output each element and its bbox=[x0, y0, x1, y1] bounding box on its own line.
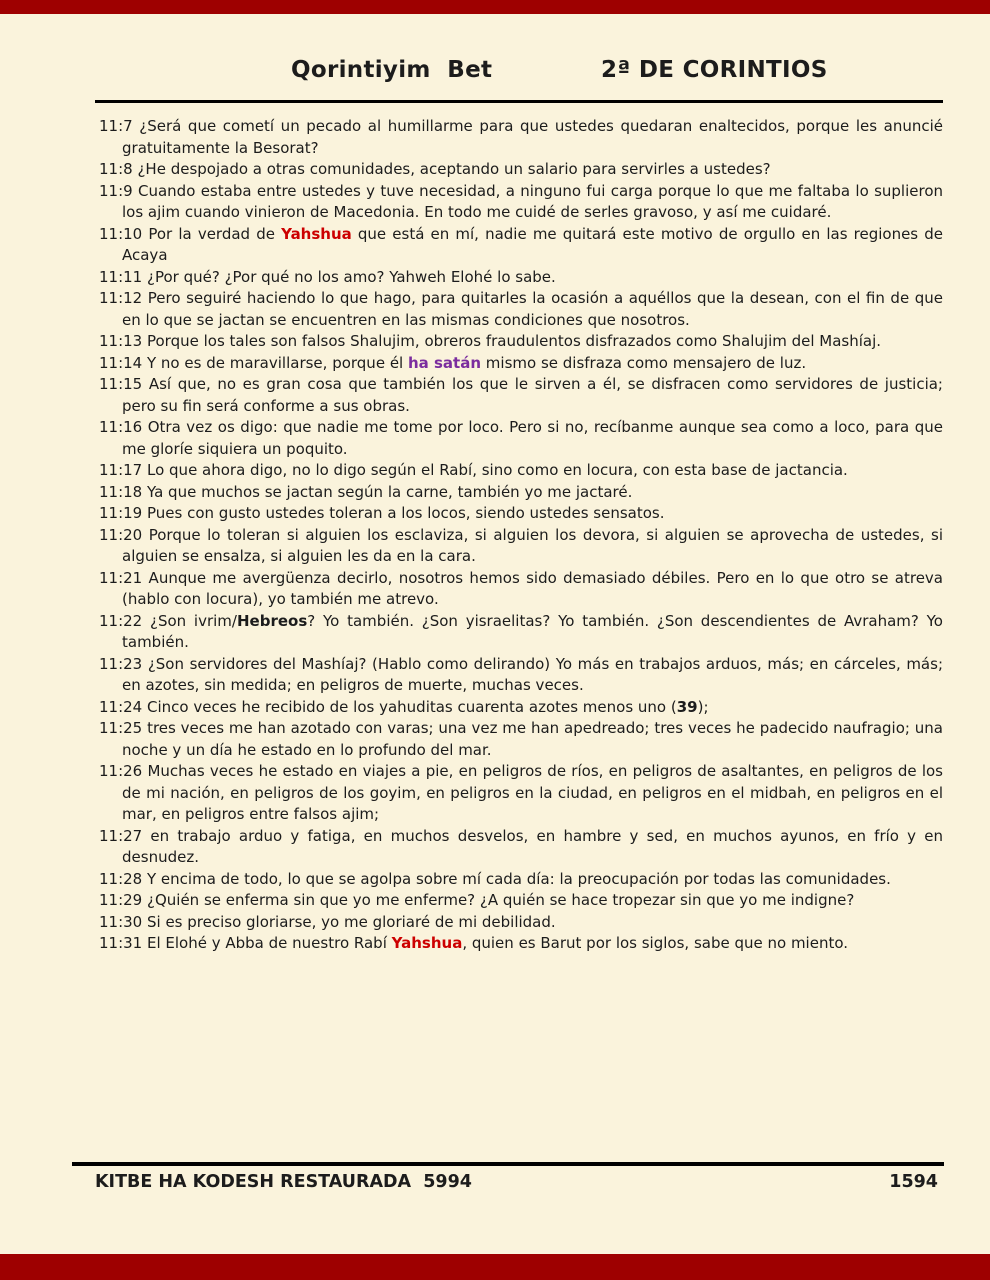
verse-text: 11:30 Si es preciso gloriarse, yo me gloriaré de mi debilidad. bbox=[99, 912, 556, 931]
verse bbox=[99, 374, 943, 417]
verse-text: 11:27 en trabajo arduo y fatiga, en muchos desvelos, en hambre y sed, en muchos ayunos, en frío y en desnudez. bbox=[99, 826, 943, 866]
verse bbox=[99, 912, 943, 934]
header-title-transliterated: Qorintiyim Bet bbox=[291, 57, 493, 83]
verse bbox=[99, 869, 943, 891]
verse-text: 11:19 Pues con gusto ustedes toleran a los locos, siendo ustedes sensatos. bbox=[99, 504, 665, 522]
verse-text: 11:23 ¿Son servidores del Mashíaj? (Hablo como delirando) Yo más en trabajos arduos, más; en cárceles, más; en azotes, sin medida; en peligros de muerte, muchas veces. bbox=[99, 654, 943, 694]
header-rule bbox=[95, 100, 943, 103]
verse-text: 11:12 Pero seguiré haciendo lo que hago, para quitarles la ocasión a aquéllos que la desean, con el fin de que en lo que se jactan se encuentren en las mismas condiciones que nosotros. bbox=[99, 289, 943, 329]
verse-text: ); bbox=[697, 697, 709, 716]
verse bbox=[99, 267, 943, 289]
verse-list bbox=[99, 116, 943, 1156]
verse-text: mismo se disfraza como mensajero de luz. bbox=[481, 353, 807, 372]
top-red-bar bbox=[0, 0, 990, 14]
highlight-term: Yahshua bbox=[281, 224, 352, 243]
verse bbox=[99, 482, 943, 504]
verse bbox=[99, 116, 943, 159]
verse-text: 11:16 Otra vez os digo: que nadie me tome por loco. Pero si no, recíbanme aunque sea como a loco, para que me gloríe siquiera un poquito. bbox=[99, 418, 943, 458]
highlight-term: ha satán bbox=[407, 353, 482, 372]
verse bbox=[99, 718, 943, 761]
verse bbox=[99, 568, 943, 611]
verse bbox=[99, 654, 943, 697]
verse-text: ? Yo también. ¿Son yisraelitas? Yo también. ¿Son descendientes de Avraham? Yo también. bbox=[122, 611, 943, 651]
highlight-term: 39 bbox=[676, 697, 698, 716]
verse-text: 11:25 tres veces me han azotado con varas; una vez me han apedreado; tres veces he padecido naufragio; una noche y un día he estado en lo profundo del mar. bbox=[99, 719, 943, 759]
header-title-spanish: 2ª DE CORINTIOS bbox=[601, 57, 828, 83]
verse-text: 11:26 Muchas veces he estado en viajes a pie, en peligros de ríos, en peligros de asaltantes, en peligros de los de mi nación, en peligros de los goyim, en peligros en la ciudad, en peligros en el midbah, en peligros en el mar, en peligros entre falsos ajim; bbox=[99, 762, 943, 823]
verse bbox=[99, 331, 943, 353]
highlight-term: Hebreos bbox=[236, 611, 308, 630]
verse-text: 11:31 El Elohé y Abba de nuestro Rabí bbox=[99, 934, 392, 952]
verse-text: 11:8 ¿He despojado a otras comunidades, aceptando un salario para servirles a ustedes? bbox=[99, 160, 771, 178]
verse-text: 11:11 ¿Por qué? ¿Por qué no los amo? Yahweh Elohé lo sabe. bbox=[99, 267, 556, 286]
verse bbox=[99, 224, 943, 267]
verse bbox=[99, 611, 943, 654]
footer-edition-text: KITBE HA KODESH RESTAURADA 5994 bbox=[95, 1172, 472, 1192]
verse-text: 11:21 Aunque me avergüenza decirlo, nosotros hemos sido demasiado débiles. Pero en lo que otro se atreva (hablo con locura), yo también me atrevo. bbox=[99, 568, 943, 608]
verse-text: 11:10 Por la verdad de bbox=[99, 224, 282, 243]
verse-text: 11:20 Porque lo toleran si alguien los esclaviza, si alguien los devora, si alguien se aprovecha de ustedes, si alguien se ensalza, si alguien les da en la cara. bbox=[99, 525, 943, 565]
verse bbox=[99, 181, 943, 224]
verse-text: 11:24 Cinco veces he recibido de los yahuditas cuarenta azotes menos uno ( bbox=[99, 697, 677, 716]
verse bbox=[99, 353, 943, 375]
verse bbox=[99, 525, 943, 568]
verse-text: 11:7 ¿Será que cometí un pecado al humillarme para que ustedes quedaran enaltecidos, porque les anuncié gratuitamente la Besorat? bbox=[99, 117, 943, 157]
verse-text: 11:28 Y encima de todo, lo que se agolpa sobre mí cada día: la preocupación por todas las comunidades. bbox=[99, 869, 891, 888]
verse-text: , quien es Barut por los siglos, sabe que no miento. bbox=[462, 934, 849, 952]
verse-text: 11:15 Así que, no es gran cosa que también los que le sirven a él, se disfracen como servidores de justicia; pero su fin será conforme a sus obras. bbox=[99, 375, 943, 415]
verse bbox=[99, 417, 943, 460]
verse bbox=[99, 159, 943, 181]
verse bbox=[99, 288, 943, 331]
verse-text: 11:22 ¿Son ivrim/ bbox=[99, 611, 237, 630]
verse bbox=[99, 826, 943, 869]
page-footer bbox=[95, 1172, 938, 1192]
verse-text: 11:17 Lo que ahora digo, no lo digo según el Rabí, sino como en locura, con esta base de jactancia. bbox=[99, 461, 848, 479]
verse-text: 11:14 Y no es de maravillarse, porque él bbox=[99, 353, 408, 372]
verse bbox=[99, 460, 943, 482]
footer-rule bbox=[72, 1162, 944, 1166]
verse-text: que está en mí, nadie me quitará este motivo de orgullo en las regiones de Acaya bbox=[122, 224, 943, 264]
verse bbox=[99, 761, 943, 826]
verse bbox=[99, 890, 943, 912]
verse-text: 11:9 Cuando estaba entre ustedes y tuve necesidad, a ninguno fui carga porque lo que me faltaba lo suplieron los ajim cuando vinieron de Macedonia. En todo me cuidé de serles gravoso, y así me cuidaré. bbox=[99, 181, 943, 221]
verse-text: 11:13 Porque los tales son falsos Shalujim, obreros fraudulentos disfrazados como Shalujim del Mashíaj. bbox=[99, 332, 882, 350]
footer-page-number: 1594 bbox=[889, 1172, 938, 1192]
highlight-term: Yahshua bbox=[391, 934, 463, 952]
verse-text: 11:29 ¿Quién se enferma sin que yo me enferme? ¿A quién se hace tropezar sin que yo me indigne? bbox=[99, 891, 855, 909]
verse bbox=[99, 697, 943, 719]
page-header bbox=[0, 57, 990, 91]
verse bbox=[99, 933, 943, 955]
bottom-red-bar bbox=[0, 1254, 990, 1280]
verse-text: 11:18 Ya que muchos se jactan según la carne, también yo me jactaré. bbox=[99, 482, 633, 501]
verse bbox=[99, 503, 943, 525]
